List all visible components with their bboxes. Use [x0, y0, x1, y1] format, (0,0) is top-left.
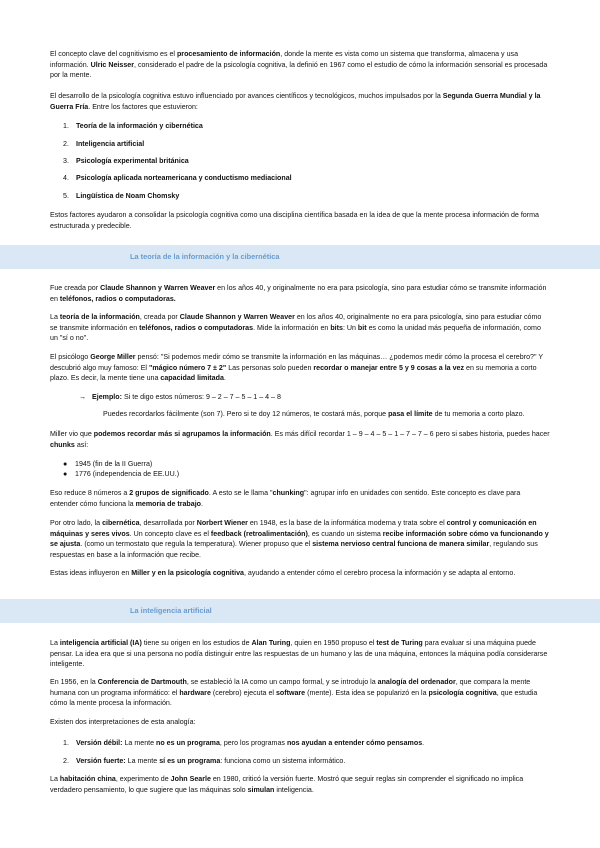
s2-paragraph-4: La habitación china, experimento de John Searle en 1980, criticó la versión fuerte. Mostró que seguir reglas sin comprender el significado no implica verdadero pensamiento, lo que sugiere que las máquinas solo simulan inteligencia.	[50, 775, 524, 794]
chunk-list-item: ● 1776 (independencia de EE.UU.)	[63, 470, 180, 478]
s1-paragraph-6: Por otro lado, la cibernética, desarrollada por Norbert Wiener en 1948, es la base de la informática moderna y trata sobre el control y comunicación en máquinas y seres vivos. Un concepto clave es el feedback (retroalimentación), es cuando un sistema recibe información sobre cómo va funcionando y se ajusta. (como un termostato que regula la temperatura). Wiener propuso que el sistema nervioso central funciona de manera similar, regulando sus respuestas en base a la información que recibe.	[50, 519, 549, 559]
s1-paragraph-2: La teoría de la información, creada por Claude Shannon y Warren Weaver en los años 40, originalmente no era para psicología, sino para estudiar cómo se transmite información en teléfonos, radios o computadoras. Mide la información en bits: Un bit es como la unidad más pequeña de información, como un "sí o no".	[50, 313, 542, 343]
s1-paragraph-4: Miller vio que podemos recordar más si agrupamos la información. Es más difícil recordar 1 – 9 – 4 – 5 – 1 – 7 – 7 – 6 pero si sabes historia, puedes hacer chunks así:	[50, 430, 550, 449]
intro-paragraph-3: Estos factores ayudaron a consolidar la psicología cognitiva como una disciplina científica basada en la idea de que la mente procesa información de forma estructurada y predecible.	[50, 211, 539, 230]
s2-paragraph-2: En 1956, en la Conferencia de Dartmouth, se estableció la IA como un campo formal, y se introdujo la analogía del ordenador, que compara la mente humana con un programa informático: el hardware (cerebro) ejecuta el software (mente). Esta idea se popularizó en la psicología cognitiva, que estudia cómo la mente procesa la información.	[50, 678, 538, 708]
example-line: → Ejemplo: Si te digo estos números: 9 – 2 – 7 – 5 – 1 – 4 – 8	[79, 393, 281, 401]
version-item: 2. Versión fuerte: La mente sí es un programa: funciona como un sistema informático.	[63, 757, 346, 765]
bullet-icon: ●	[63, 460, 68, 468]
factor-item: 1. Teoría de la información y cibernética	[63, 122, 203, 130]
example-explanation: Puedes recordarlos fácilmente (son 7). Pero si te doy 12 números, te costará más, porque pasa el límite de tu memoria a corto plazo.	[103, 410, 525, 418]
s1-paragraph-7: Estas ideas influyeron en Miller y en la psicología cognitiva, ayudando a entender cómo el cerebro procesa la información y se adapta al entorno.	[50, 569, 516, 577]
intro-paragraph-2: El desarrollo de la psicología cognitiva estuvo influenciado por avances científicos y tecnológicos, muchos impulsados por la Segunda Guerra Mundial y la Guerra Fría. Entre los factores que estuvieron:	[50, 92, 541, 111]
bullet-icon: ●	[63, 470, 68, 478]
s1-paragraph-1: Fue creada por Claude Shannon y Warren Weaver en los años 40, y originalmente no era para psicología, sino para estudiar cómo se transmite información en teléfonos, radios o computadoras.	[50, 284, 547, 303]
version-item: 1. Versión débil: La mente no es un programa, pero los programas nos ayudan a entender cómo pensamos.	[63, 739, 425, 747]
s1-paragraph-3: El psicólogo George Miller pensó: "Si podemos medir cómo se transmite la información en las máquinas… ¿podemos medir cómo la procesa el cerebro?" Y descubrió algo muy famoso: El "mágico número 7 ± 2" Las personas solo pueden recordar o manejar entre 5 y 9 cosas a la vez en su memoria a corto plazo. Es decir, la mente tiene una capacidad limitada.	[50, 353, 543, 383]
s1-paragraph-5: Eso reduce 8 números a 2 grupos de significado. A esto se le llama "chunking": agrupar info en unidades con sentido. Este concepto es clave para entender cómo funciona la memoria de trabajo.	[50, 489, 521, 508]
s2-paragraph-1: La inteligencia artificial (IA) tiene su origen en los estudios de Alan Turing, quien en 1950 propuso el test de Turing para evaluar si una máquina puede pensar. La idea era que si una persona no podía distinguir entre las respuestas de un humano y las de una máquina, entonces la máquina podía considerarse inteligente.	[50, 639, 548, 669]
chunk-list-item: ● 1945 (fin de la II Guerra)	[63, 460, 153, 468]
section-title: La inteligencia artificial	[130, 606, 212, 615]
arrow-icon: →	[79, 393, 87, 401]
factor-item: 3. Psicología experimental británica	[63, 157, 189, 165]
factor-item: 2. Inteligencia artificial	[63, 140, 145, 148]
s2-paragraph-3: Existen dos interpretaciones de esta analogía:	[50, 718, 196, 726]
section-title: La teoría de la información y la cibernética	[130, 252, 280, 261]
factor-item: 4. Psicología aplicada norteamericana y conductismo mediacional	[63, 174, 292, 182]
factor-item: 5. Lingüística de Noam Chomsky	[63, 192, 180, 200]
section-header-band	[0, 245, 600, 269]
section-header-band	[0, 599, 600, 623]
intro-paragraph-1: El concepto clave del cognitivismo es el procesamiento de información, donde la mente es vista como un sistema que transforma, almacena y usa información. Ulric Neisser, considerado el padre de la psicología cognitiva, la definió en 1967 como el estudio de cómo la información sensorial es procesada por la mente.	[50, 50, 548, 80]
